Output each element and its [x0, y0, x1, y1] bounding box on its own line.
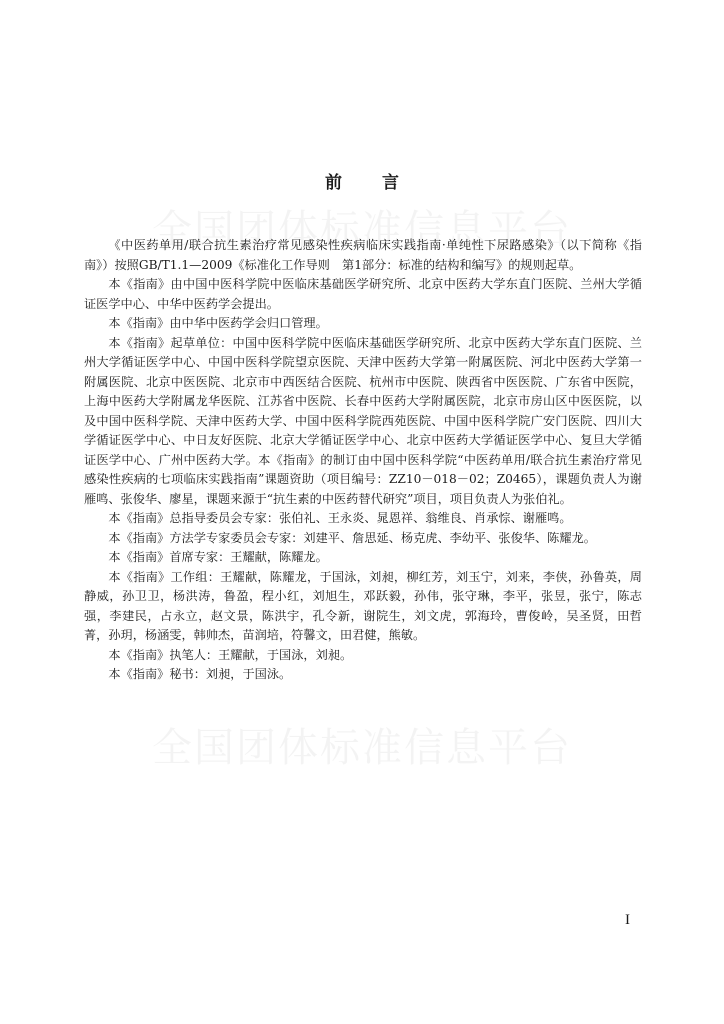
paragraph-drafting-rules: 《中医药单用/联合抗生素治疗常见感染性疾病临床实践指南·单纯性下尿路感染》（以下简称《指南》）按照GB/T1.1—2009《标准化工作导则 第1部分：标准的结构和编写》的规则起草。: [84, 238, 642, 272]
document-body: [84, 236, 642, 685]
paragraph-writers: 本《指南》执笔人：王耀献，于国泳，刘昶。: [108, 647, 353, 662]
paragraph-drafting-units: 本《指南》起草单位：中国中医科学院中医临床基础医学研究所、北京中医药大学东直门医院、兰州大学循证医学中心、中国中医科学院望京医院、天津中医药大学第一附属医院、河北中医药大学第一附属医院、北京中医医院、北京市中西医结合医院、杭州市中医院、陕西省中医医院、广东省中医院，上海中医药大学附属龙华医院、江苏省中医院、长春中医药大学附属医院，北京市房山区中医医院，以及中国中医科学院、天津中医药大学、中国中医科学院西苑医院、中国中医科学院广安门医院、四川大学循证医学中心、中日友好医院、北京大学循证医学中心、北京中医药大学循证医学中心、复旦大学循证医学中心、广州中医药大学。本《指南》的制订由中国中医科学院“中医药单用/联合抗生素治疗常见感染性疾病的七项临床实践指南”课题资助（项目编号：ZZ10－018－02；Z0465），课题负责人为谢雁鸣、张俊华、廖星，课题来源于“抗生素的中医药替代研究”项目，项目负责人为张伯礼。: [84, 335, 642, 506]
paragraph-methodology-committee: 本《指南》方法学专家委员会专家：刘建平、詹思延、杨克虎、李幼平、张俊华、陈耀龙。: [108, 530, 596, 545]
paragraph-administration: 本《指南》由中华中医药学会归口管理。: [108, 316, 328, 330]
paragraph-proposers: 本《指南》由中国中医科学院中医临床基础医学研究所、北京中医药大学东直门医院、兰州大学循证医学中心、中华中医药学会提出。: [84, 277, 642, 311]
paragraph-chief-experts: 本《指南》首席专家：王耀献，陈耀龙。: [108, 550, 328, 564]
paragraph-secretaries: 本《指南》秘书：刘昶，于国泳。: [108, 667, 292, 681]
page-title: 前言: [325, 173, 439, 193]
page-number: I: [625, 912, 630, 928]
paragraph-working-group: 本《指南》工作组：王耀献，陈耀龙，于国泳，刘昶，柳红芳，刘玉宁，刘来，李侠，孙鲁英，周静威，孙卫卫，杨洪涛，鲁盈，程小红，刘旭生，邓跃毅，孙伟，张守琳，李平，张昱，张宁，陈志强，李建民，占永立，赵文景，陈洪宇，孔令新，谢院生，刘文虎，郭海玲，曹俊岭，吴圣贤，田哲菁，孙玥，杨涵雯，韩帅杰，苗润培，符馨文，田君健，熊敏。: [84, 569, 642, 642]
paragraph-steering-committee: 本《指南》总指导委员会专家：张伯礼、王永炎、晁恩祥、翁维良、肖承悰、谢雁鸣。: [108, 511, 572, 525]
watermark-bottom: [0, 716, 724, 773]
